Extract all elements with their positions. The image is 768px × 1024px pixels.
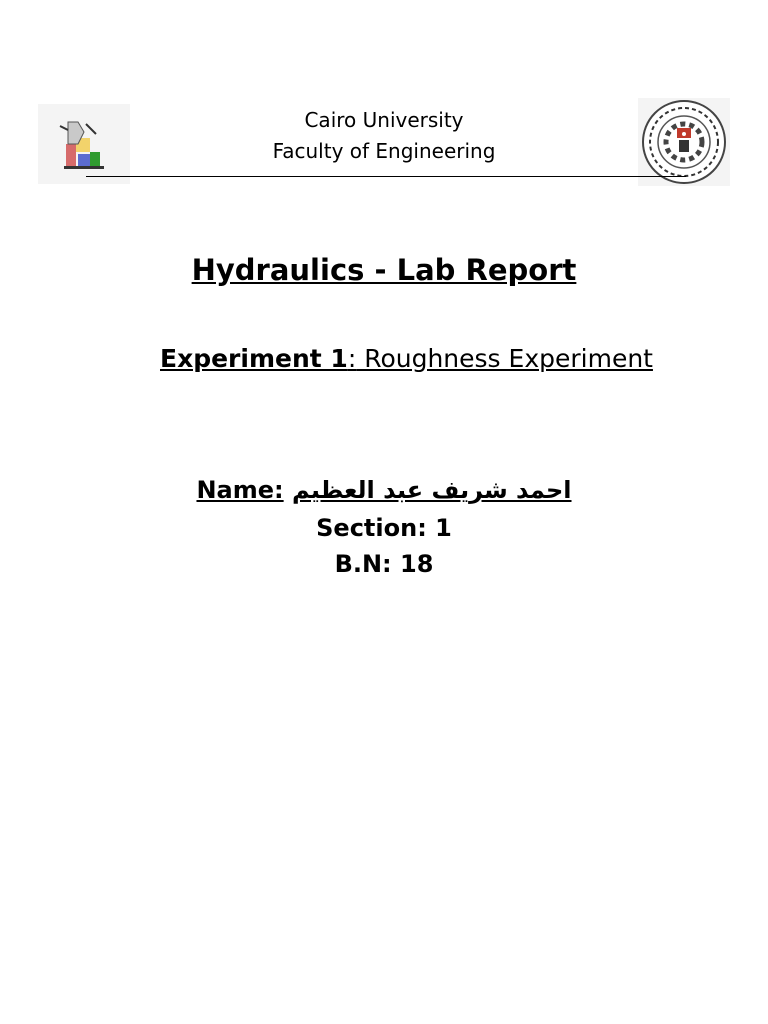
report-title: Hydraulics - Lab Report <box>191 253 577 287</box>
faculty-seal-logo <box>638 98 730 186</box>
faculty-seal-graphic <box>638 98 730 186</box>
name-label: Name: <box>196 476 284 504</box>
bn-value: 18 <box>400 550 434 578</box>
faculty-name: Faculty of Engineering <box>272 139 496 163</box>
experiment-separator: : <box>347 344 357 373</box>
bn-line <box>0 550 768 578</box>
bn-label: B.N: <box>334 550 392 578</box>
section-value: 1 <box>435 514 452 542</box>
experiment-label: Experiment 1 <box>160 344 348 373</box>
header-divider <box>86 176 686 177</box>
section-label: Section: <box>316 514 427 542</box>
experiment-line <box>160 344 653 373</box>
university-name: Cairo University <box>304 108 464 132</box>
name-line <box>0 476 768 504</box>
experiment-value: Roughness Experiment <box>356 344 653 373</box>
name-value: احمد شريف عبد العظيم <box>292 476 572 504</box>
section-line <box>0 514 768 542</box>
